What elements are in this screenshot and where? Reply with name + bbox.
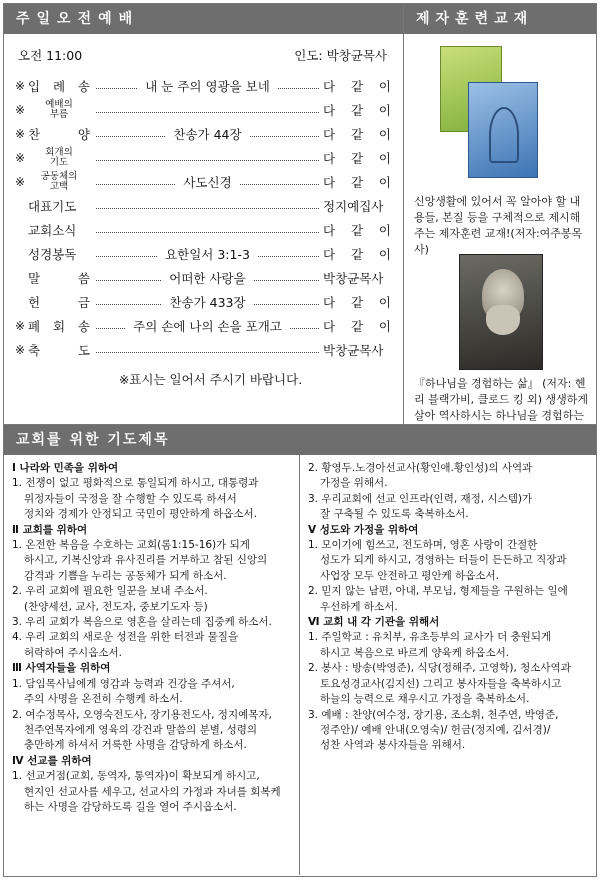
order-row — [12, 122, 391, 146]
prayer-line: 허락하여 주시옵소서. — [24, 646, 122, 659]
order-leader: 다 같 이 — [323, 175, 391, 190]
prayer-section — [4, 424, 596, 876]
prayer-line: 잘 구축될 수 있도록 축복하소서. — [320, 508, 469, 521]
prayer-line: 충만하게 하셔서 거룩한 사명을 감당하게 하소서. — [24, 739, 247, 752]
order-leader: 박창균목사 — [323, 271, 384, 286]
prayer-line: 정주안)/ 예배 안내(오영숙)/ 헌금(정지예, 김서경)/ — [320, 723, 551, 736]
stand-mark: ※ — [14, 319, 26, 333]
resource-description-2: 『하나님을 경험하는 삶』 (저자: 헨리 블랙가비, 클로드 킹 외) 생생하게 살아 역사하시는 하나님을 경험하는 — [414, 377, 589, 422]
order-name: 예배의 부름 — [45, 99, 73, 120]
prayer-section-title: Ⅴ 성도와 가정을 위하여 — [308, 523, 419, 536]
order-row — [12, 242, 391, 266]
order-row — [12, 146, 391, 170]
order-detail: 내 눈 주의 영광을 보네 — [145, 79, 270, 94]
order-of-service — [4, 74, 403, 362]
book-cover-experiencing-god — [459, 254, 543, 370]
order-row — [12, 266, 391, 290]
order-name: 찬 양 — [28, 127, 90, 142]
order-row — [12, 338, 391, 362]
prayer-line: 사업장 모두 안전하고 평안케 하옵소서. — [320, 569, 499, 582]
prayer-line: 1. 전쟁이 없고 평화적으로 통일되게 하시고, 대통령과 — [12, 477, 259, 490]
prayer-section-title: Ⅳ 선교를 위하여 — [12, 754, 92, 767]
order-name: 회개의 기도 — [45, 147, 73, 168]
prayer-line: 2. 황영두.노경아선교사(황인애.황인성)의 사역과 — [308, 462, 533, 474]
standing-note: ※표시는 일어서 주시기 바랍니다. — [118, 372, 303, 387]
resource-header: 제자훈련교재 — [404, 4, 596, 34]
order-leader: 다 같 이 — [323, 247, 391, 262]
order-row — [12, 218, 391, 242]
prayer-section-title: Ⅰ 나라와 민족을 위하여 — [12, 462, 119, 474]
order-name: 공동체의 고백 — [40, 171, 78, 192]
order-leader: 박창균목사 — [323, 343, 384, 358]
prayer-line: 4. 우리 교회의 새로운 성전을 위한 터전과 물질을 — [12, 631, 239, 644]
prayer-line: 1. 담임목사님에게 영감과 능력과 건강을 주셔서, — [12, 677, 235, 690]
book-cover-blue — [468, 82, 538, 178]
prayer-line: 토요성경교사(김지선) 그리고 봉사자들을 축복하시고 — [320, 677, 562, 690]
order-row — [12, 74, 391, 98]
worship-time: 오전 11:00 — [18, 48, 83, 63]
order-name: 폐 회 송 — [28, 319, 90, 334]
order-leader: 다 같 이 — [323, 103, 391, 118]
order-row — [12, 314, 391, 338]
bulletin-page — [3, 3, 597, 877]
order-leader: 다 같 이 — [323, 79, 391, 94]
prayer-column-left — [4, 455, 300, 875]
prayer-line: 1. 모이기에 힘쓰고, 전도하며, 영혼 사랑이 간절한 — [308, 539, 538, 552]
prayer-line: 정치와 경제가 안정되고 국민이 평안하게 하옵소서. — [24, 508, 258, 521]
prayer-line: 3. 예배 : 찬양(여수정, 장기용, 조소휘, 천주연, 박영준, — [308, 708, 559, 721]
book-covers-discipleship — [440, 46, 550, 186]
order-name: 성경봉독 — [28, 247, 77, 262]
stand-mark: ※ — [14, 151, 26, 165]
prayer-section-title: Ⅵ 교회 내 각 기관을 위해서 — [308, 616, 440, 629]
prayer-line: 2. 여수정목사, 오영숙전도사, 장기용전도사, 정지예목자, — [12, 708, 272, 721]
prayer-line: 우선하게 하소서. — [320, 600, 398, 613]
order-leader: 다 같 이 — [323, 151, 391, 166]
stand-mark: ※ — [14, 343, 26, 357]
order-detail: 요한일서 3:1-3 — [165, 247, 250, 262]
prayer-line: 가정을 위해서. — [320, 477, 388, 490]
prayer-line: 하늘의 능력으로 채우시고 가정을 축복하소서. — [320, 693, 530, 706]
order-leader: 다 같 이 — [323, 127, 391, 142]
stand-mark: ※ — [14, 175, 26, 189]
prayer-line: 감격과 기쁨을 누리는 공동체가 되게 하소서. — [24, 569, 227, 582]
prayer-line: 2. 믿지 않는 남편, 아내, 부모님, 형제들을 구원하는 일에 — [308, 585, 568, 598]
prayer-line: 3. 우리 교회가 복음으로 영혼을 살리는데 집중케 하소서. — [12, 616, 272, 629]
order-detail: 사도신경 — [183, 175, 232, 190]
prayer-column-right — [300, 455, 596, 875]
order-row — [12, 170, 391, 194]
prayer-line: 2. 우리 교회에 필요한 일꾼을 보내 주소서. — [12, 585, 208, 598]
resource-section — [404, 4, 596, 424]
order-row — [12, 98, 391, 122]
prayer-line: 성도가 되게 하시고, 경영하는 터들이 든든하고 직장과 — [320, 554, 567, 567]
order-name: 말 씀 — [28, 271, 90, 286]
order-name: 대표기도 — [28, 199, 77, 214]
prayer-line: 성찬 사역과 봉사자들을 위해서. — [320, 739, 466, 752]
prayer-line: 하시고, 기복신앙과 유사진리를 거부하고 참된 신앙의 — [24, 554, 268, 567]
order-leader: 정지예집사 — [323, 199, 384, 214]
prayer-line: 1. 주일학교 : 유치부, 유초등부의 교사가 더 충원되게 — [308, 631, 552, 644]
order-name: 축 도 — [28, 343, 90, 358]
order-row — [12, 194, 391, 218]
prayer-section-title: Ⅲ 사역자들을 위하여 — [12, 662, 111, 675]
prayer-header: 교회를 위한 기도제목 — [4, 425, 596, 455]
order-detail: 찬송가 44장 — [173, 127, 242, 142]
resource-description-1: 신앙생활에 있어서 꼭 알아야 할 내용들, 본질 등을 구체적으로 제시해 주는 제자훈련 교재!(저자:여주봉목사) — [414, 195, 583, 256]
order-name: 헌 금 — [28, 295, 90, 310]
order-detail: 찬송가 433장 — [169, 295, 246, 310]
prayer-line: 하는 사명을 감당하도록 길을 열어 주시옵소서. — [24, 800, 237, 813]
prayer-line: 위정자들이 국정을 잘 수행할 수 있도록 하셔서 — [24, 492, 237, 505]
worship-section — [4, 4, 404, 424]
order-row — [12, 290, 391, 314]
prayer-line: (찬양세션, 교사, 전도자, 중보기도자 등) — [24, 600, 208, 613]
prayer-line: 현지인 선교사를 세우고, 선교사의 가정과 자녀를 회복케 — [24, 785, 281, 798]
prayer-line: 2. 봉사 : 방송(박영준), 식당(정해주, 고영학), 청소사역과 — [308, 662, 571, 675]
order-detail: 어떠한 사랑을 — [169, 271, 246, 286]
order-detail: 주의 손에 나의 손을 포개고 — [133, 319, 282, 334]
worship-header: 주일오전예배 — [4, 4, 403, 34]
prayer-section-title: Ⅱ 교회를 위하여 — [12, 523, 88, 536]
order-leader: 다 같 이 — [323, 319, 391, 334]
order-name: 교회소식 — [28, 223, 77, 238]
prayer-line: 3. 우리교회에 선교 인프라(인력, 재정, 시스템)가 — [308, 492, 533, 505]
prayer-line: 하시고 복음으로 바르게 양육케 하옵소서. — [320, 646, 510, 659]
prayer-line: 1. 선교거점(교회, 동역자, 통역자)이 확보되게 하시고, — [12, 770, 260, 783]
worship-leader: 인도: 박창균목사 — [294, 48, 387, 63]
order-leader: 다 같 이 — [323, 295, 391, 310]
prayer-line: 주의 사명을 온전히 수행케 하소서. — [24, 693, 183, 706]
prayer-line: 1. 온전한 복음을 수호하는 교회(롬1:15-16)가 되게 — [12, 539, 250, 552]
prayer-line: 천주연목자에게 영육의 강건과 말씀의 분별, 성령의 — [24, 723, 258, 736]
stand-mark: ※ — [14, 103, 26, 117]
stand-mark: ※ — [14, 127, 26, 141]
stand-mark: ※ — [14, 79, 26, 93]
order-name: 입 례 송 — [28, 79, 90, 94]
order-leader: 다 같 이 — [323, 223, 391, 238]
